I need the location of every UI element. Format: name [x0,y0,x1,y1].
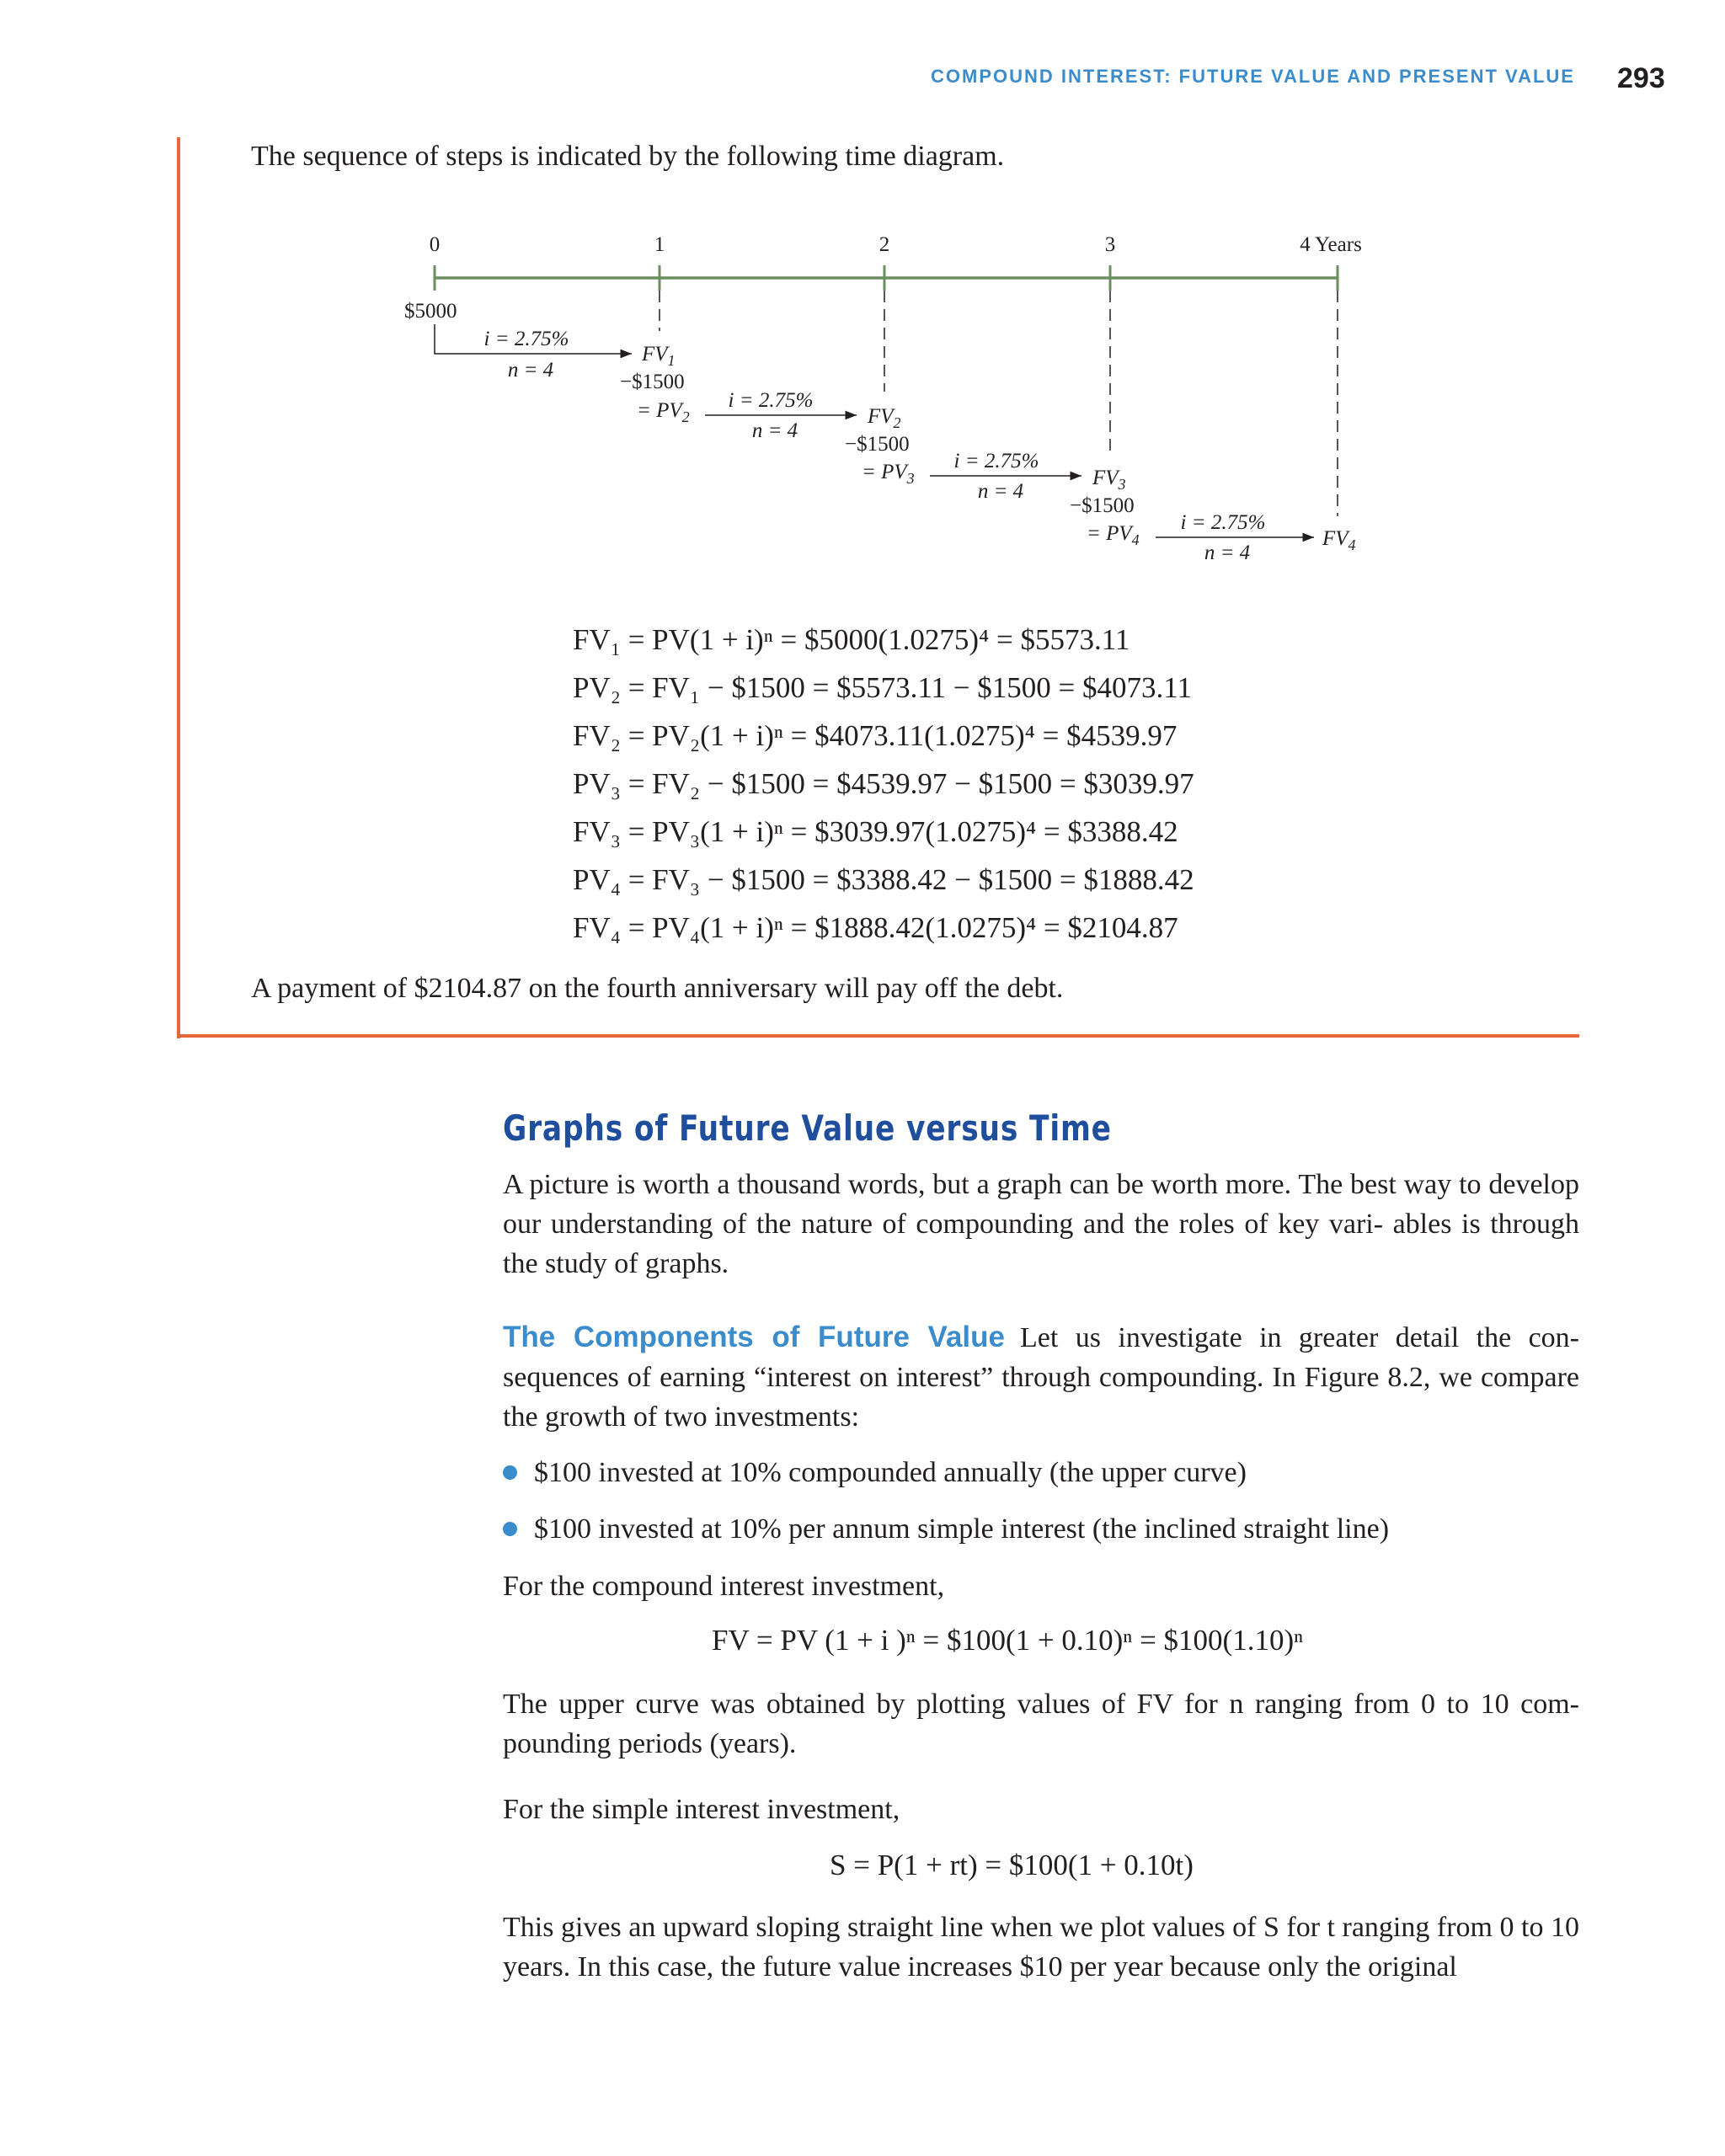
svg-text:= PV2 [637,399,690,425]
tick-label-2: 2 [879,233,890,256]
step-pv-sub-1: 2 [681,408,690,425]
step-fv-sub-2: 2 [893,414,901,431]
svg-text:FV1 [641,343,676,369]
step-fv-sub-1: 1 [667,352,676,369]
intro-sentence: The sequence of steps is indicated by the following time diagram. [251,141,1005,172]
tick-label-3: 3 [1104,233,1116,256]
step-periods-3: n = 4 [977,480,1024,503]
step-pv-sub-3: 4 [1131,531,1140,548]
example-margin-bar [177,137,180,1038]
paragraph-with-subheading [503,1317,1579,1437]
svg-text:FV4 [1322,527,1356,553]
page-number: 293 [1617,62,1665,94]
svg-text:= PV4 [1087,522,1140,548]
paragraph: For the simple interest investment, [503,1794,900,1825]
running-head: COMPOUND INTEREST: FUTURE VALUE AND PRESENT VALUE [931,66,1575,87]
start-amount: $5000 [404,300,457,323]
step-payment-1: −$1500 [620,371,685,393]
step-periods-2: n = 4 [751,419,798,442]
bullet-item [503,1453,1247,1492]
bullet-text: $100 invested at 10% compounded annually (the upper curve) [534,1457,1247,1488]
equation-line: FV₄ = PV₄(1 + i)ⁿ = $1888.42(1.0275)⁴ = $2104.87 [573,911,1178,944]
step-rate-1: i = 2.75% [483,328,569,350]
step-rate-4: i = 2.75% [1180,511,1266,534]
example-end-rule [177,1034,1579,1038]
equation-line: PV₂ = FV₁ − $1500 = $5573.11 − $1500 = $4073.11 [573,671,1192,704]
step-pv-sub-2: 3 [906,470,915,487]
equation-line: FV₃ = PV₃(1 + i)ⁿ = $3039.97(1.0275)⁴ = $3388.42 [573,815,1178,848]
paragraph: A picture is worth a thousand words, but a graph can be worth more. The best way to develop our understanding of the nature of compounding and the roles of key vari- ables is through the study of graphs. [503,1169,1579,1279]
paragraph: This gives an upward sloping straight line when we plot values of S for t ranging from 0 to 10 years. In this case, the future value increases $10 per year because only the original [503,1912,1579,1983]
step-rate-2: i = 2.75% [728,389,814,412]
paragraph: For the compound interest investment, [503,1571,945,1602]
equation-line: PV₃ = FV₂ − $1500 = $4539.97 − $1500 = $3039.97 [573,767,1194,800]
example-conclusion: A payment of $2104.87 on the fourth anniversary will pay off the debt. [251,973,1064,1004]
step-periods-4: n = 4 [1204,542,1251,564]
bullet-icon [503,1522,517,1536]
step-periods-1: n = 4 [507,359,554,382]
bullet-icon [503,1465,517,1480]
step-rate-3: i = 2.75% [953,450,1039,472]
step-pv-1: = PV [637,399,682,422]
display-equation-simple: S = P(1 + rt) = $100(1 + 0.10t) [830,1849,1194,1881]
subheading: The Components of Future Value [503,1321,1006,1353]
step-fv-sub-3: 3 [1118,476,1126,493]
tick-label-1: 1 [654,233,665,256]
bullet-item [503,1509,1389,1549]
paragraph: The upper curve was obtained by plotting values of FV for n ranging from 0 to 10 com- pounding periods (years). [503,1689,1579,1759]
step-payment-2: −$1500 [845,433,910,456]
step-fv-1: FV [642,343,668,366]
svg-text:FV3 [1092,467,1126,493]
step-pv-2: = PV [862,461,907,483]
step-fv-sub-4: 4 [1348,536,1356,553]
paragraph-text: Let us investigate in greater detail the con- sequences of earning “interest on interest” through compounding. In Figure 8.2, we compare the growth of two investments: [503,1322,1579,1433]
section-heading: Graphs of Future Value versus Time [503,1107,1112,1149]
svg-text:= PV3 [862,461,915,487]
step-fv-2: FV [868,405,894,428]
step-fv-4: FV [1322,527,1348,550]
equation-line: FV₂ = PV₂(1 + i)ⁿ = $4073.11(1.0275)⁴ = $4539.97 [573,719,1178,752]
equation-line: FV₁ = PV(1 + i)ⁿ = $5000(1.0275)⁴ = $5573.11 [573,623,1130,656]
step-fv-3: FV [1092,467,1119,489]
tick-label-4: 4 Years [1300,233,1362,256]
bullet-text: $100 invested at 10% per annum simple interest (the inclined straight line) [534,1513,1390,1545]
tick-label-0: 0 [429,233,441,256]
step-payment-3: −$1500 [1070,494,1135,517]
equation-line: PV₄ = FV₃ − $1500 = $3388.42 − $1500 = $1888.42 [573,863,1194,896]
display-equation-fv: FV = PV (1 + i )ⁿ = $100(1 + 0.10)ⁿ = $100(1.10)ⁿ [712,1624,1304,1657]
time-diagram [396,223,1432,577]
svg-text:FV2 [867,405,901,431]
step-pv-3: = PV [1087,522,1132,545]
